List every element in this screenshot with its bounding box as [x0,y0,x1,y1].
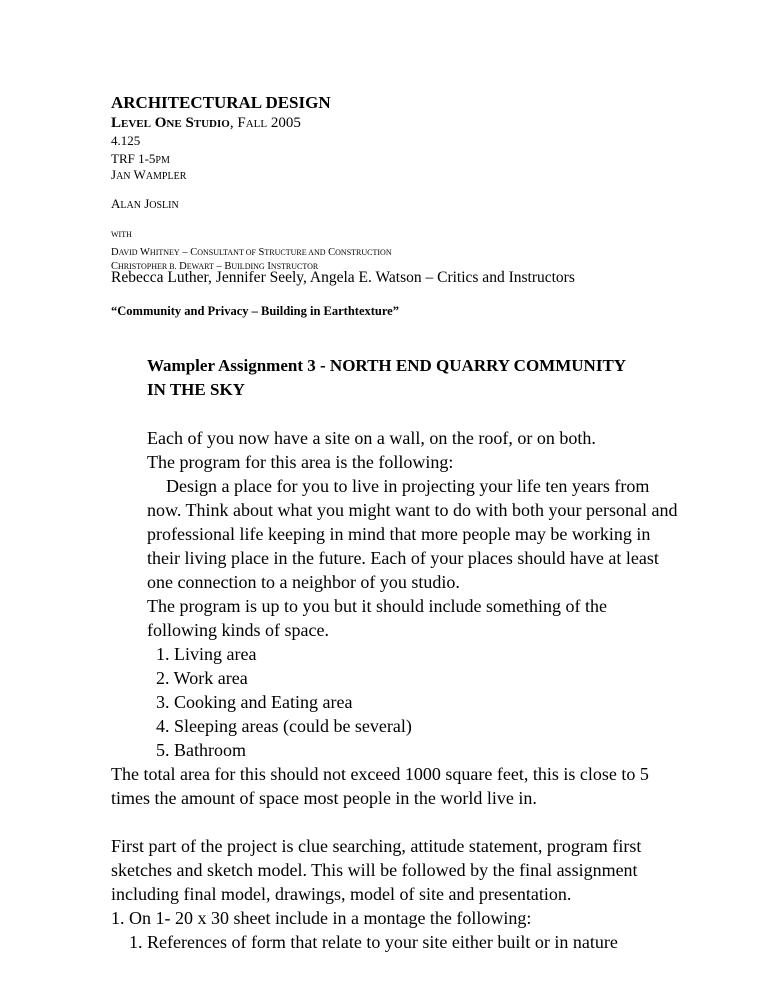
paragraph-line: following kinds of space. [147,620,329,640]
list-item: 3. Cooking and Eating area [156,692,353,712]
paragraph-line: now. Think about what you might want to do with both your personal and [147,500,678,520]
first-part-line: sketches and sketch model. This will be followed by the final assignment [111,860,638,880]
paragraph-line: Design a place for you to live in projecting your life ten years from [166,476,650,496]
first-part-line: 1. On 1- 20 x 30 sheet include in a montage the following: [111,908,532,928]
course-number: 4.125 [111,133,141,148]
instructor-wampler: JAN WAMPLER [111,167,187,182]
assignment-title-line-1: Wampler Assignment 3 - NORTH END QUARRY COMMUNITY [147,356,627,375]
course-title: ARCHITECTURAL DESIGN [111,93,331,112]
building-instructor-line: CHRISTOPHER B. DEWART – BUILDING INSTRUCTOR [111,261,319,272]
paragraph-line: professional life keeping in mind that more people may be working in [147,524,651,544]
with-label: WITH [111,230,132,239]
first-part-line: including final model, drawings, model of site and presentation. [111,884,572,904]
paragraph-line: The program is up to you but it should include something of the [147,596,607,616]
schedule: TRF 1-5PM [111,151,170,166]
paragraph-line: The program for this area is the following: [147,452,454,472]
critics-line: Rebecca Luther, Jennifer Seely, Angela E. Watson – Critics and Instructors [111,269,575,286]
paragraph-line: their living place in the future. Each of your places should have at least [147,548,659,568]
list-item: 1. Living area [156,644,257,664]
consultant-line: DAVID WHITNEY – CONSULTANT OF STRUCTURE AND CONSTRUCTION [111,247,392,258]
list-item: 5. Bathroom [156,740,246,760]
assignment-title-line-2: IN THE SKY [147,380,245,399]
total-area-line: The total area for this should not exceed 1000 square feet, this is close to 5 [111,764,649,784]
first-part-line: First part of the project is clue searching, attitude statement, program first [111,836,642,856]
total-area-line: times the amount of space most people in the world live in. [111,788,537,808]
paragraph-line: one connection to a neighbor of you studio. [147,572,460,592]
list-item: 2. Work area [156,668,248,688]
theme-line: “Community and Privacy – Building in Earthtexture” [111,304,399,318]
list-item: 4. Sleeping areas (could be several) [156,716,412,736]
instructor-joslin: ALAN JOSLIN [111,196,179,211]
studio-line: LEVEL ONE STUDIO, FALL 2005 [111,115,301,131]
paragraph-line: Each of you now have a site on a wall, on the roof, or on both. [147,428,596,448]
first-part-line: 1. References of form that relate to your site either built or in nature [129,932,618,952]
